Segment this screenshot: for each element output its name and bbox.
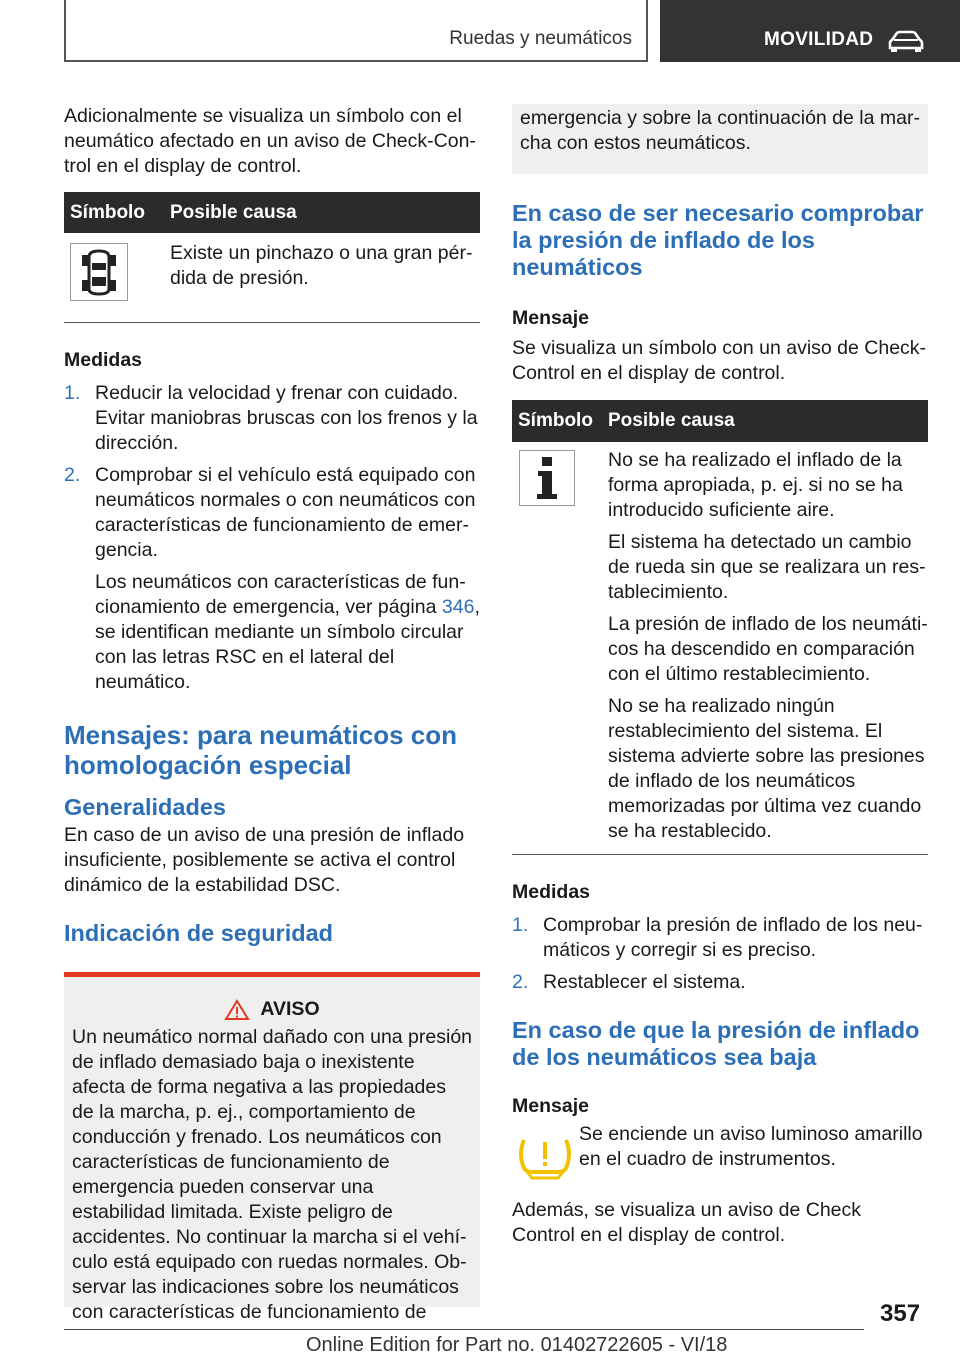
cause-item: El sistema ha detectado un cambio de rueda sin que se realizara un restablecimiento. [608,531,926,603]
warning-box [64,972,480,1323]
step-number: 2. [512,971,529,993]
list-item [64,381,480,456]
right-column [512,104,928,1248]
heading-seguridad: Indicación de seguridad [64,920,333,946]
step-number: 1. [512,914,529,936]
generalidades-paragraph: En caso de un aviso de una presión de inflado insuficiente, posiblemente se activa el control dinámico de la estabilidad DSC. [64,824,465,896]
warning-title: AVISO [260,998,320,1020]
page-link[interactable]: 346 [441,596,475,618]
header-section-title: Ruedas y neumáticos [449,28,632,49]
page-number: 357 [880,1300,921,1327]
cause-item: No se ha realizado el inflado de la forma apropiada, p. ej. si no se ha introducido suficiente aire. [608,449,903,521]
step-text: Reducir la velocidad y frenar con cuidado. Evitar maniobras bruscas con los frenos y la dirección. [95,382,478,454]
step-text: Comprobar si el vehículo está equipado con neumáticos normales o con neumáticos con características de funcionamiento de emergencia. [95,464,476,561]
table-header-cause: Posible causa [164,192,480,233]
tire-pressure-car-icon [70,243,128,301]
cause-item: La presión de inflado de los neumáticos ha descendido en comparación con el último restablecimiento. [608,613,928,685]
ademas-paragraph: Además, se visualiza un aviso de Check Control en el display de control. [512,1199,862,1246]
warning-title-row [72,998,472,1021]
step-text: Comprobar la presión de inflado de los neumáticos y corregir si es preciso. [543,914,923,961]
mensaje2-heading: Mensaje [512,1095,589,1117]
step-number: 1. [64,382,81,404]
medidas-list [512,913,928,995]
symbol-table-2 [512,400,928,855]
symbol-table-1 [64,192,480,323]
table-header-cause: Posible causa [602,400,928,442]
medidas-heading: Medidas [64,349,143,371]
info-icon [519,450,575,506]
footer-edition: Online Edition for Part no. 01402722605 - VI/18 [306,1334,728,1356]
lamp-row [512,1122,928,1184]
header-section-box [64,0,648,62]
list-item [64,463,480,695]
warning-text: Un neumático normal dañado con una presión de inflado demasiado baja o inexistente afecta de forma negativa a las propiedades de la marcha, p. ej., comportamiento de conducción y frenado. Los neumáticos con características de funcionamiento de emergencia pueden conservar una estabilidad limitada. Existe peligro de accidentes. No continuar la marcha si el vehículo está equipado con ruedas normales. Observar las indicaciones sobre los neumáticos con características de funcionamiento de [72,1026,473,1323]
step-note: Los neumáticos con características de funcionamiento de emergencia, ver página 346, se identifican mediante un símbolo circular con las letras RSC en el lateral del neumático. [95,571,480,693]
warning-continued-text: emergencia y sobre la continuación de la marcha con estos neumáticos. [520,107,920,154]
table-cell-causes [602,442,928,855]
left-column [64,104,480,1323]
table-cell-cause: Existe un pinchazo o una gran pérdida de presión. [170,242,473,289]
medidas-heading: Medidas [512,881,591,903]
cause-item: No se ha realizado ningún restablecimiento del sistema. El sistema advierte sobre las presiones de inflado de los neumáticos memorizadas por última vez cuando se ha restablecido. [608,695,925,842]
step-number: 2. [64,464,81,486]
car-icon [888,30,924,52]
header-chapter-box [660,0,960,62]
heading-generalidades: Generalidades [64,794,226,820]
warning-box-continued [512,104,928,174]
list-item [512,970,928,995]
lamp-text: Se enciende un aviso luminoso amarillo en el cuadro de instrumentos. [579,1123,923,1170]
heading-presion-baja: En caso de que la presión de inflado de los neumáticos sea baja [512,1017,920,1070]
table-header-symbol: Símbolo [64,192,164,233]
heading-comprobar: En caso de ser necesario comprobar la presión de inflado de los neumáticos [512,200,924,280]
tire-pressure-warning-lamp-icon [512,1132,578,1184]
intro-paragraph: Adicionalmente se visualiza un símbolo con el neumático afectado en un aviso de Check-Control en el display de control. [64,105,476,177]
medidas-list [64,381,480,695]
table-row [64,233,480,323]
table-row [512,442,928,855]
list-item [512,913,928,963]
table-header-symbol: Símbolo [512,400,602,442]
warning-triangle-icon [224,999,250,1021]
header-chapter-title: MOVILIDAD [764,29,874,50]
mensaje-paragraph: Se visualiza un símbolo con un aviso de Check-Control en el display de control. [512,337,927,384]
step-text: Restablecer el sistema. [543,971,746,993]
mensaje-heading: Mensaje [512,307,589,329]
heading-mensajes: Mensajes: para neumáticos con homologación especial [64,720,458,780]
footer-divider [64,1329,864,1330]
